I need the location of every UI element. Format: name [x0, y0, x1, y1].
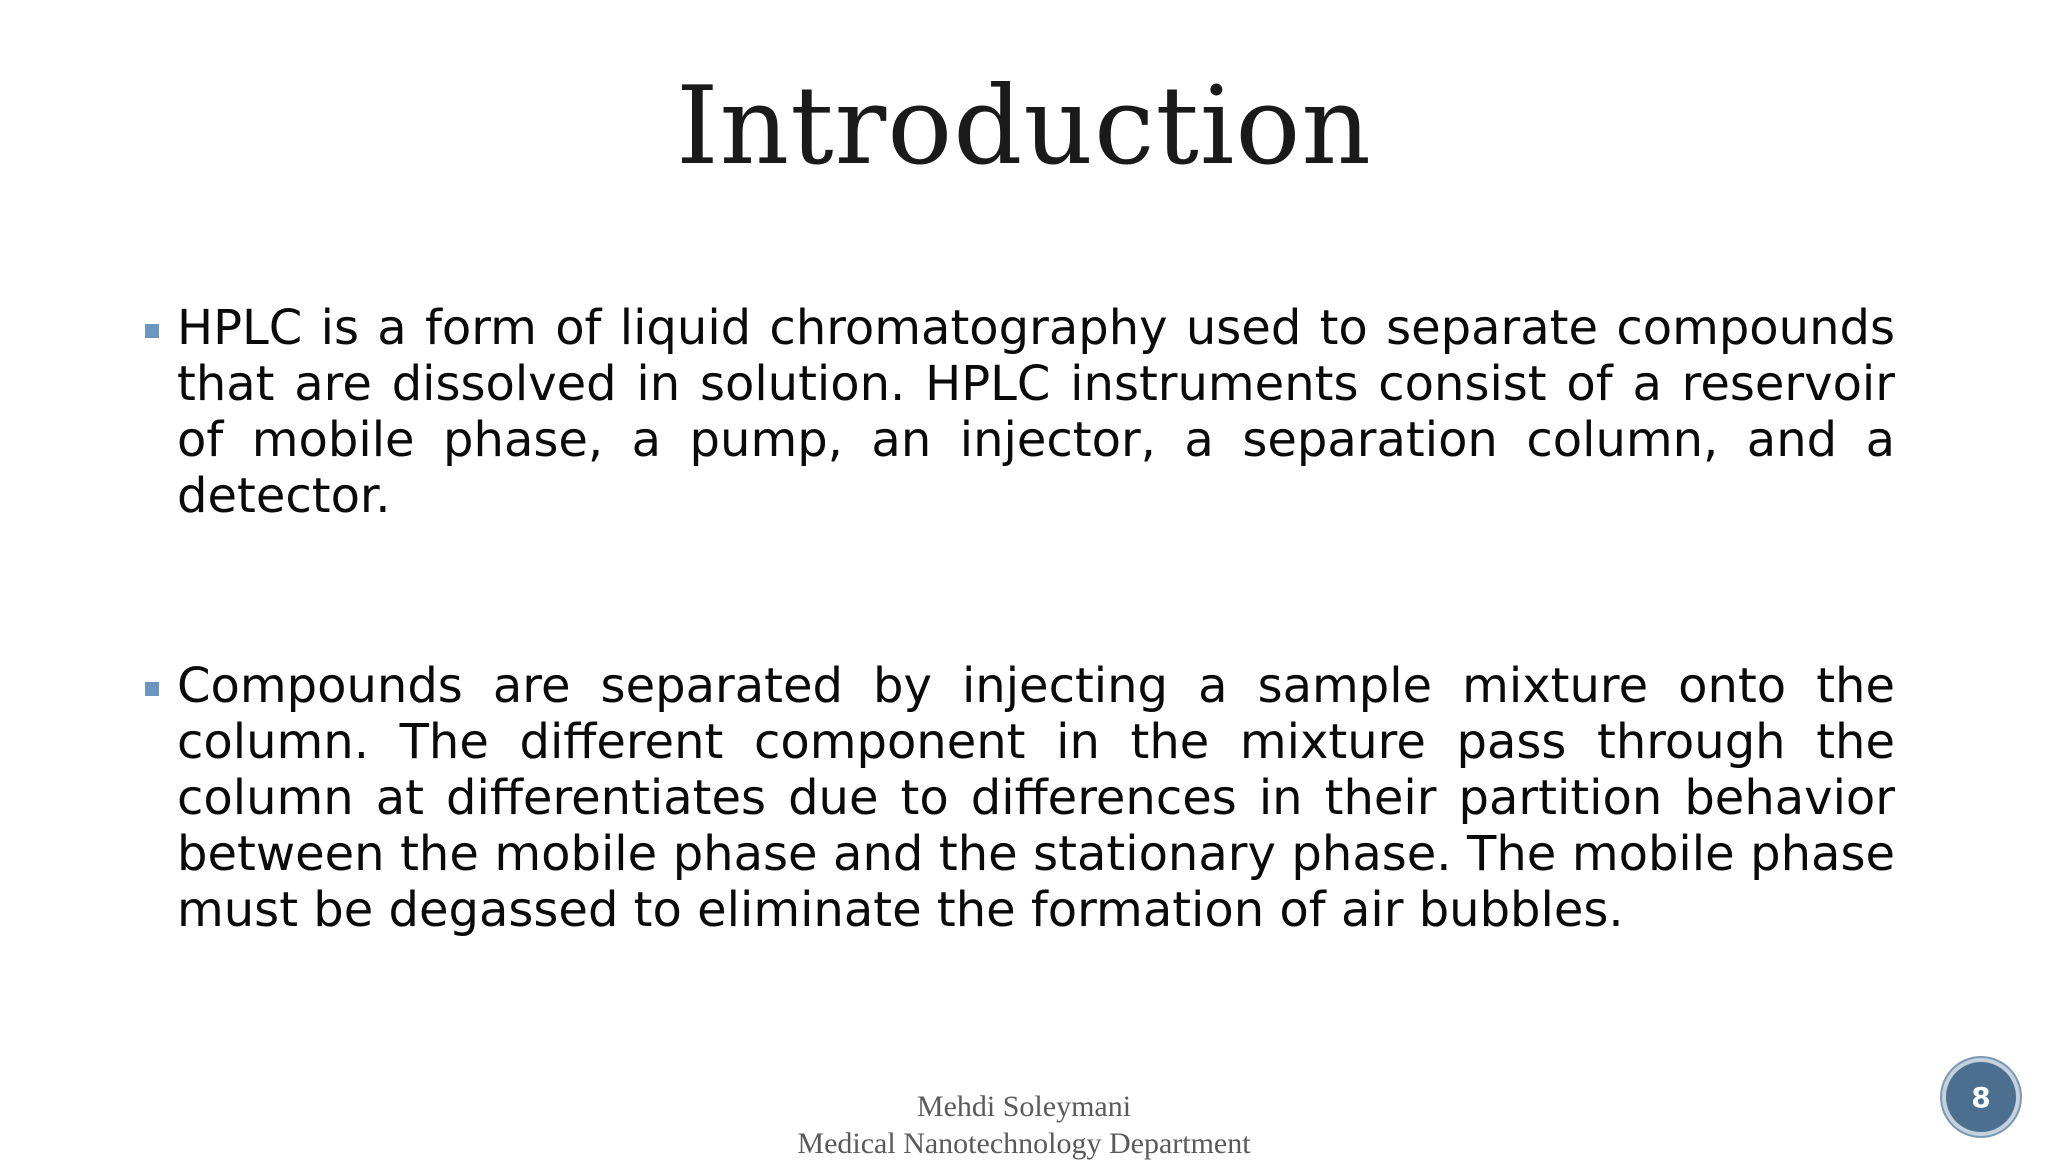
- bullet-text: Compounds are separated by injecting a sample mixture onto the column. The different component in the mixture pass through the column at differentiates due to differences in their partition behavior between the mobile phase and the stationary phase. The mobile phase must be degassed to eliminate the formation of air bubbles.: [177, 658, 1895, 938]
- page-number: 8: [1971, 1080, 1991, 1114]
- square-bullet-icon: [145, 682, 159, 696]
- bullet-item-separation: [145, 658, 1895, 938]
- slide-footer: [0, 1088, 2048, 1162]
- footer-author: Mehdi Soleymani: [916, 1090, 1132, 1123]
- bullet-text: HPLC is a form of liquid chromatography used to separate compounds that are dissolved in solution. HPLC instruments consist of a reservoir of mobile phase, a pump, an injector, a separation column, and a detector.: [177, 300, 1895, 524]
- bullet-item-hplc-definition: [145, 300, 1895, 524]
- page-number-badge: [1946, 1062, 2016, 1132]
- slide-title: Introduction: [676, 64, 1372, 189]
- square-bullet-icon: [145, 324, 159, 338]
- footer-department: Medical Nanotechnology Department: [797, 1127, 1251, 1160]
